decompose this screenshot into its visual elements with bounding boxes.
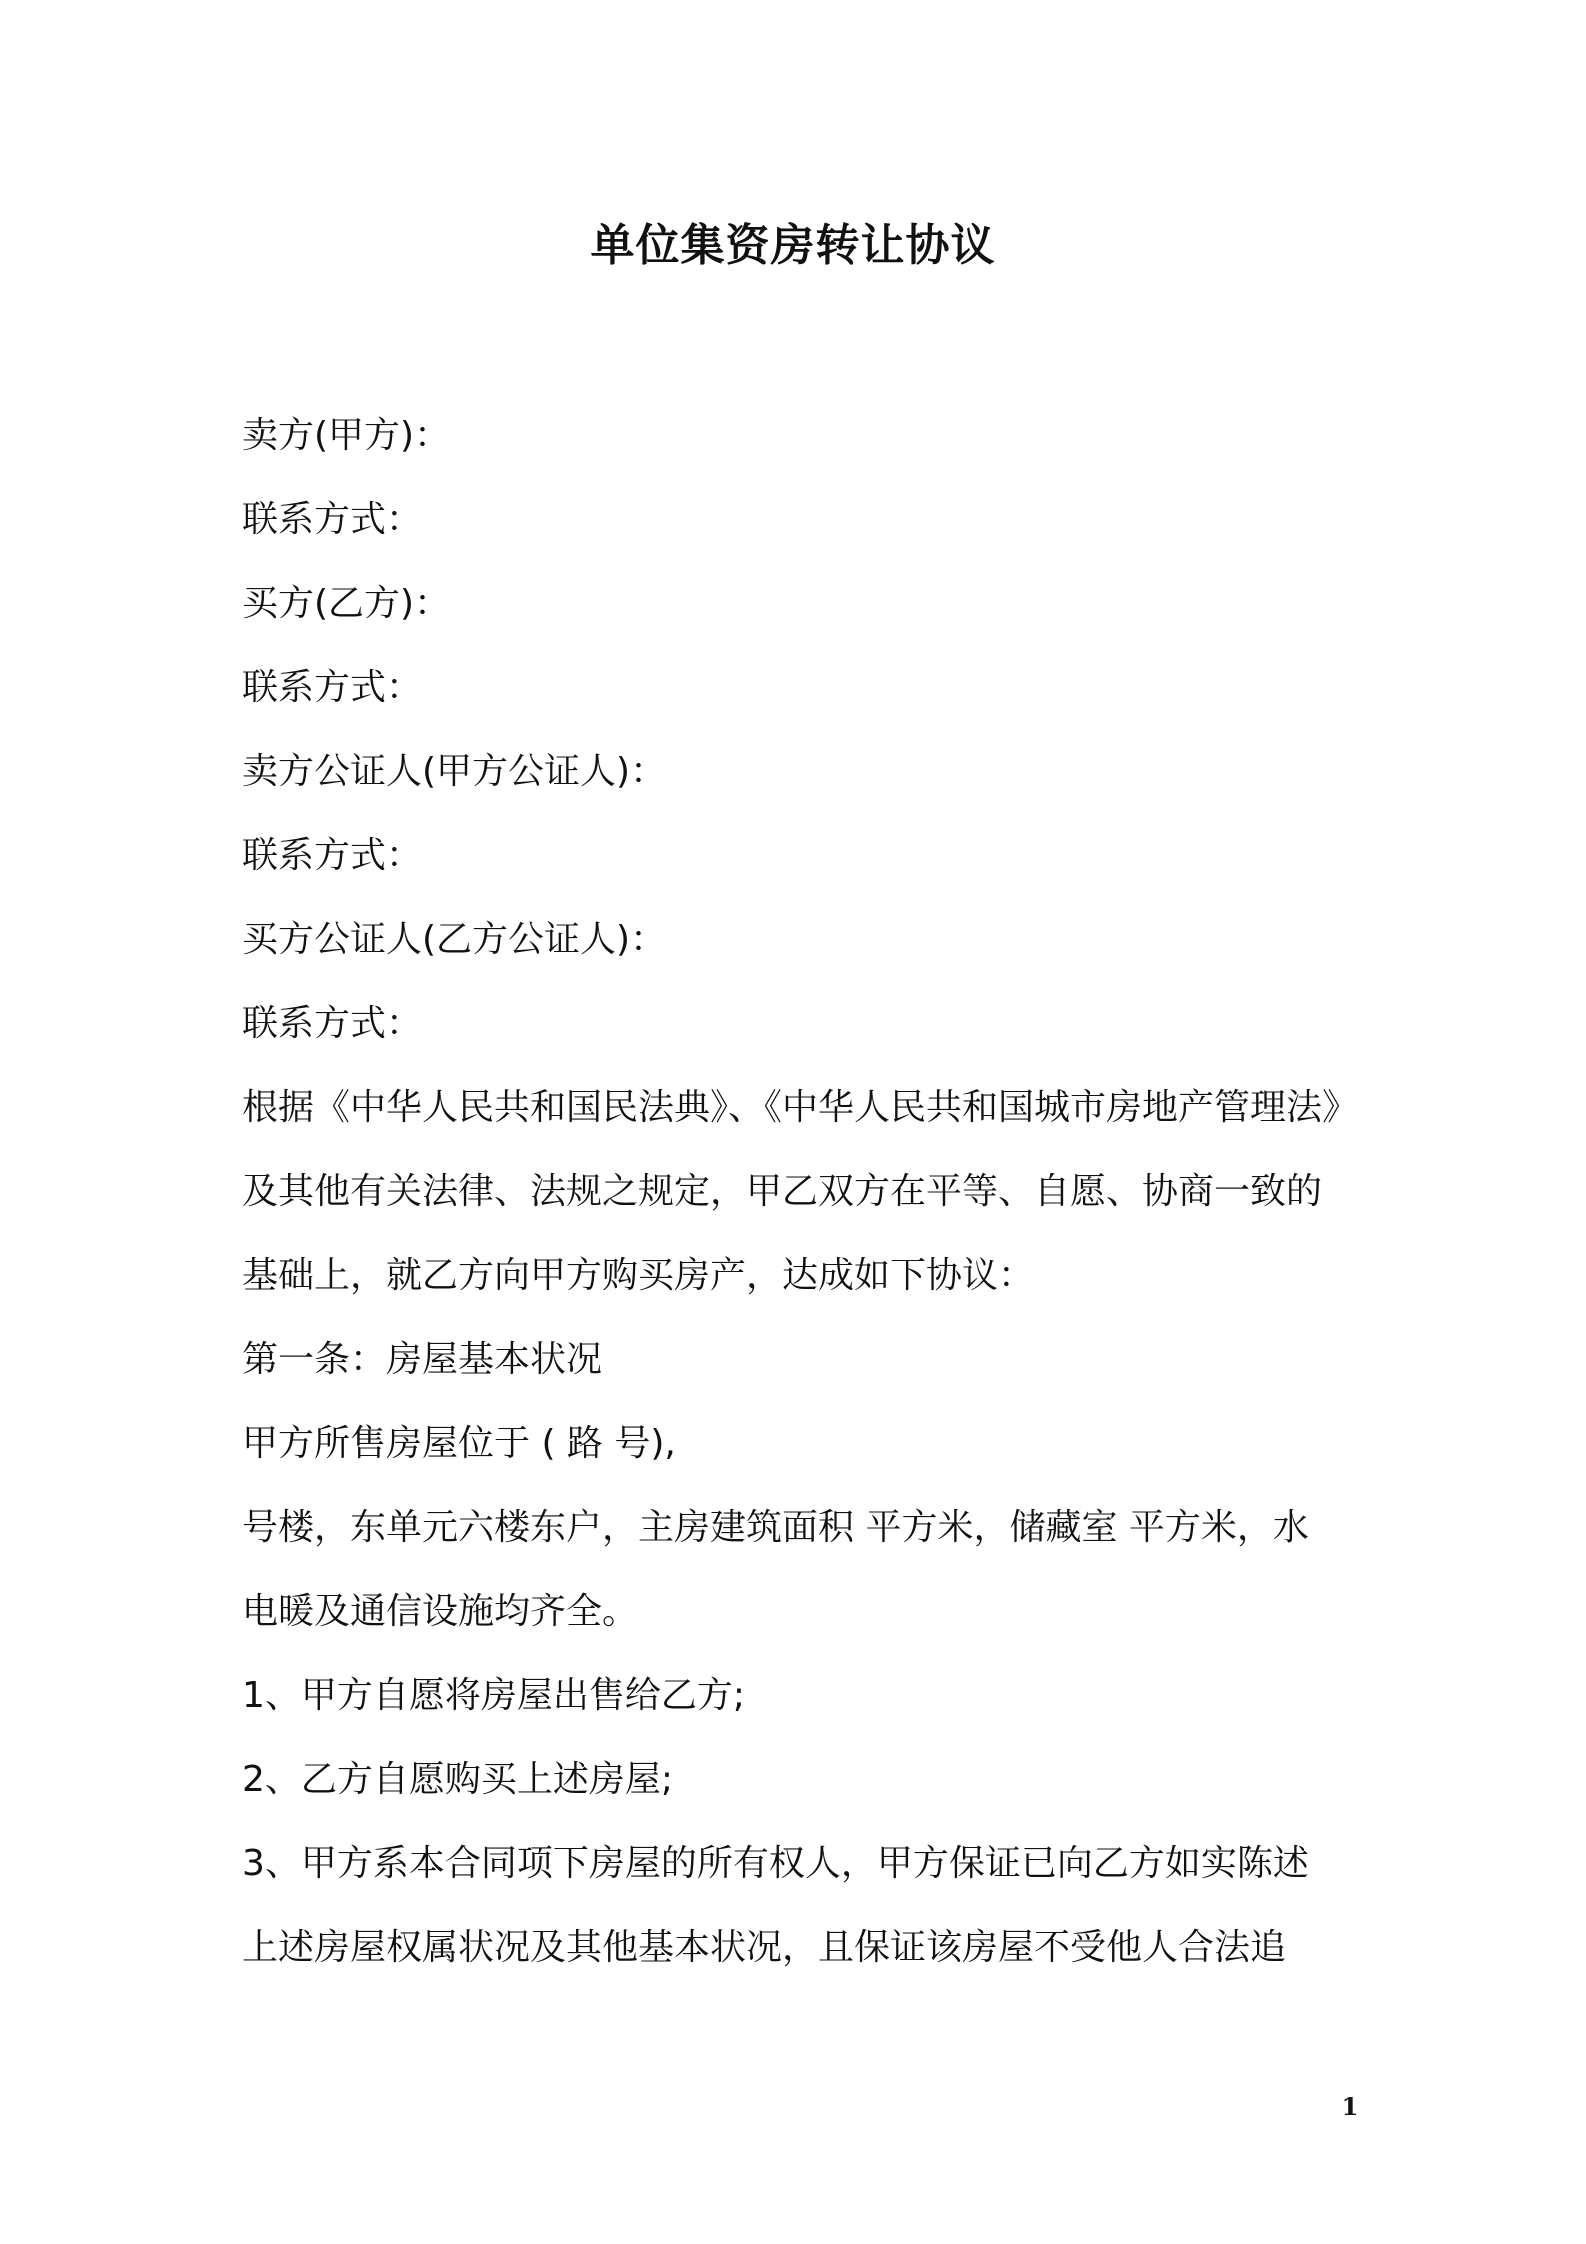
clause-item: 2、乙方自愿购买上述房屋; — [242, 1759, 674, 1800]
buyer-notary-label: 买方公证人(乙方公证人)： — [242, 919, 667, 960]
document-title: 单位集资房转让协议 — [590, 220, 996, 271]
property-location-line: 甲方所售房屋位于 ( 路 号), — [242, 1423, 676, 1464]
property-details-line: 电暖及通信设施均齐全。 — [242, 1591, 639, 1632]
clause-item: 1、甲方自愿将房屋出售给乙方; — [242, 1675, 746, 1716]
preamble-line: 基础上，就乙方向甲方购买房产，达成如下协议： — [242, 1255, 1035, 1296]
seller-notary-label: 卖方公证人(甲方公证人)： — [242, 751, 667, 792]
buyer-label: 买方(乙方)： — [242, 583, 451, 624]
preamble-line: 及其他有关法律、法规之规定，甲乙双方在平等、自愿、协商一致的 — [242, 1171, 1323, 1212]
page-number: 1 — [1341, 2092, 1359, 2121]
article-heading: 第一条：房屋基本状况 — [242, 1339, 603, 1380]
buyer-notary-contact-label: 联系方式： — [242, 1003, 423, 1044]
property-details-line: 号楼，东单元六楼东户，主房建筑面积 平方米，储藏室 平方米，水 — [242, 1507, 1309, 1548]
seller-contact-label: 联系方式： — [242, 499, 423, 540]
preamble-line: 根据《中华人民共和国民法典》、《中华人民共和国城市房地产管理法》 — [242, 1087, 1359, 1128]
buyer-contact-label: 联系方式： — [242, 667, 423, 708]
seller-label: 卖方(甲方)： — [242, 415, 451, 456]
clause-item: 3、甲方系本合同项下房屋的所有权人，甲方保证已向乙方如实陈述 — [242, 1843, 1309, 1884]
seller-notary-contact-label: 联系方式： — [242, 835, 423, 876]
clause-item-continued: 上述房屋权属状况及其他基本状况，且保证该房屋不受他人合法追 — [242, 1927, 1287, 1968]
